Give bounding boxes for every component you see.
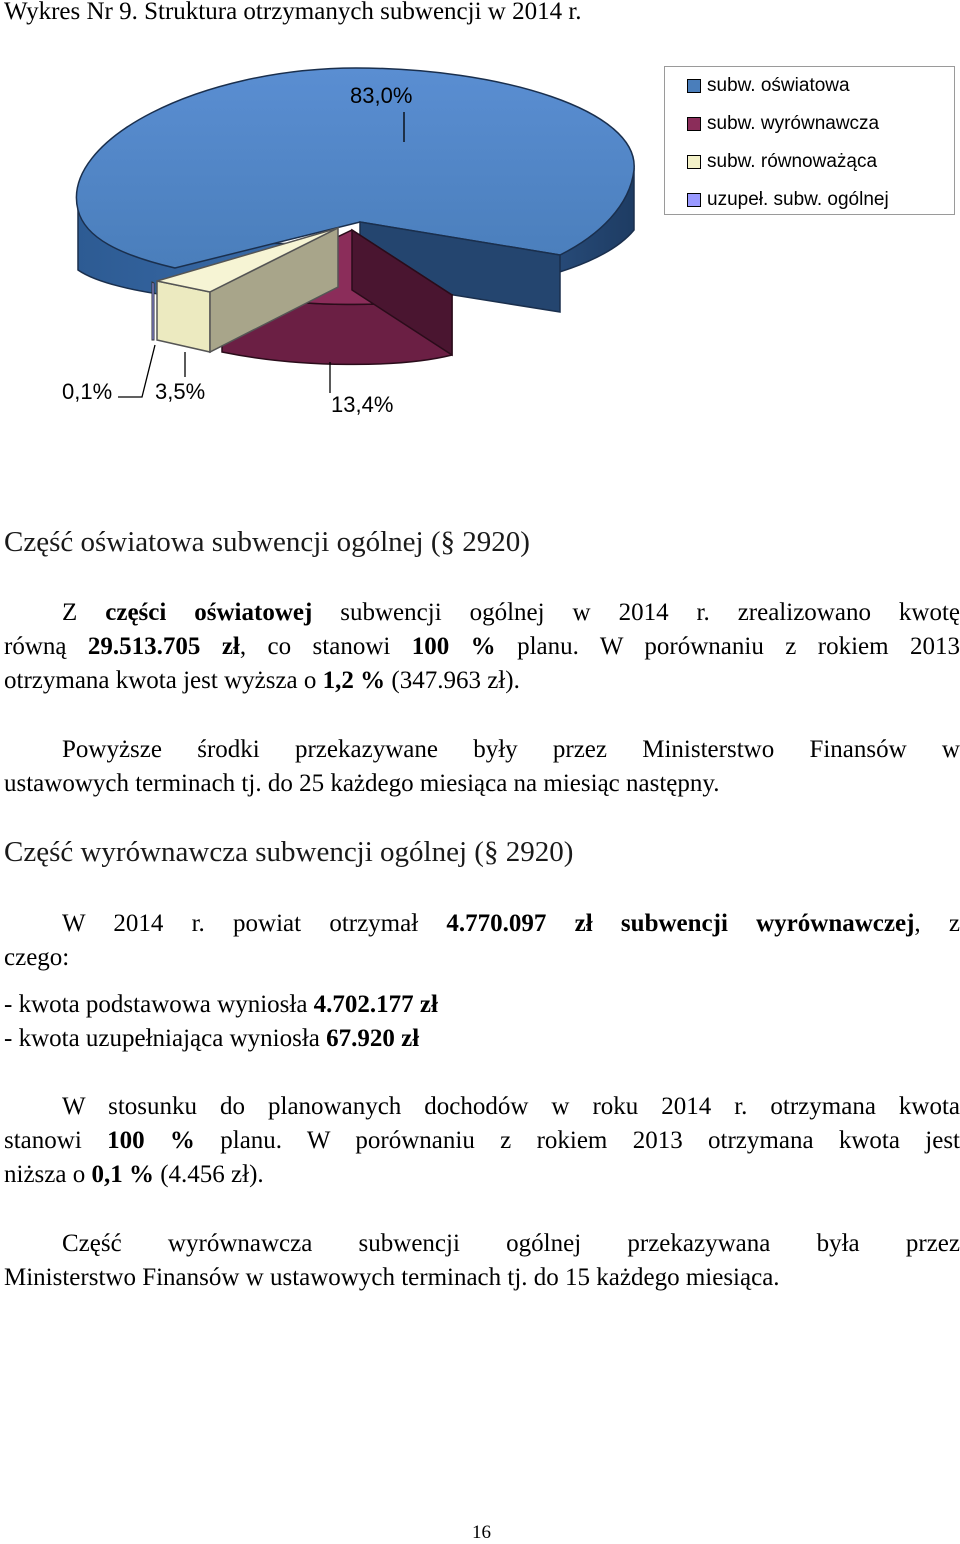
legend-item-wyrownawcza	[687, 113, 879, 135]
text-line	[4, 630, 960, 664]
text-run-bold: 67.920 zł	[326, 1025, 420, 1052]
pie-slice-uzupelniajaca	[152, 282, 154, 340]
text-line: czego:	[4, 944, 70, 971]
text-run: stanowi	[4, 1127, 108, 1154]
paragraph-wyrownawcza-amount	[4, 907, 960, 975]
text-run-bold: 29.513.705 zł	[87, 633, 240, 660]
section-heading-oswiatowa: Część oświatowa subwencji ogólnej (§ 2920)	[4, 526, 530, 558]
legend-swatch-wyrownawcza	[687, 117, 701, 131]
list-item	[4, 988, 960, 1022]
text-line	[4, 664, 960, 698]
text-line: Powyższe środki przekazywane były przez Ministerstwo Finansów w	[62, 736, 960, 763]
text-run-bold: części oświatowej	[105, 599, 313, 626]
text-run-bold: 0,1 %	[91, 1161, 154, 1188]
paragraph-wyrownawcza-transfer	[4, 1227, 960, 1295]
data-label-uzupelniajaca: 0,1%	[62, 379, 113, 404]
text-run: równą	[4, 633, 88, 660]
text-line: Ministerstwo Finansów w ustawowych terminach tj. do 15 każdego miesiąca.	[4, 1264, 780, 1291]
text-line	[4, 596, 960, 630]
legend-item-oswiatowa	[687, 75, 850, 97]
text-line	[4, 907, 960, 941]
list-item	[4, 1022, 960, 1056]
figure-caption: Wykres Nr 9. Struktura otrzymanych subwencji w 2014 r.	[4, 0, 582, 25]
legend-label-oswiatowa: subw. oświatowa	[707, 75, 850, 96]
text-run: , co stanowi	[239, 633, 412, 660]
text-run: W 2014 r. powiat otrzymał	[62, 910, 447, 937]
text-run-bold: 4.702.177 zł	[313, 991, 438, 1018]
text-line	[4, 1158, 960, 1192]
legend-item-rownowazaca	[687, 151, 877, 173]
text-run: planu. W porównaniu z rokiem 2013 otrzymana kwota jest	[194, 1127, 960, 1154]
paragraph-wyrownawcza-plan	[4, 1090, 960, 1192]
text-run-bold: 100 %	[107, 1127, 195, 1154]
text-run: subwencji ogólnej w 2014 r. zrealizowano kwotę	[312, 599, 960, 626]
text-line: ustawowych terminach tj. do 25 każdego miesiąca na miesiąc następny.	[4, 770, 720, 797]
legend-swatch-uzupelniajaca	[687, 193, 701, 207]
text-run: planu. W porównaniu z rokiem 2013	[495, 633, 960, 660]
paragraph-oswiatowa-amount	[4, 596, 960, 698]
text-run: (347.963 zł).	[385, 667, 520, 694]
legend-label-rownowazaca: subw. równoważąca	[707, 151, 878, 172]
legend-item-uzupelniajaca	[687, 189, 889, 211]
legend-label-wyrownawcza: subw. wyrównawcza	[707, 113, 880, 134]
text-run-bold: 1,2 %	[322, 667, 386, 694]
text-run-bold: 100 %	[411, 633, 496, 660]
page-number: 16	[472, 1522, 491, 1543]
text-line: W stosunku do planowanych dochodów w roku 2014 r. otrzymana kwota	[62, 1093, 960, 1120]
text-run: otrzymana kwota jest wyższa o	[4, 667, 323, 694]
data-label-wyrownawcza: 13,4%	[331, 392, 394, 417]
data-label-rownowazaca: 3,5%	[155, 379, 206, 404]
legend-label-uzupelniajaca: uzupeł. subw. ogólnej	[707, 189, 889, 210]
legend-swatch-rownowazaca	[687, 155, 701, 169]
text-run: (4.456 zł).	[153, 1161, 264, 1188]
paragraph-oswiatowa-transfer	[4, 733, 960, 801]
data-label-oswiatowa: 83,0%	[350, 83, 413, 108]
list-wyrownawcza-components	[4, 988, 960, 1056]
legend-swatch-oswiatowa	[687, 79, 701, 93]
text-run: - kwota uzupełniająca wyniosła	[4, 1025, 327, 1052]
leader-line-uzupelniajaca	[118, 345, 155, 397]
text-line: Część wyrównawcza subwencji ogólnej przekazywana była przez	[62, 1230, 960, 1257]
section-heading-wyrownawcza: Część wyrównawcza subwencji ogólnej (§ 2920)	[4, 836, 574, 868]
text-run-bold: 4.770.097 zł subwencji wyrównawczej	[446, 910, 915, 937]
text-run: niższa o	[4, 1161, 92, 1188]
chart-legend	[664, 66, 955, 215]
text-run: , z	[914, 910, 960, 937]
text-run: - kwota podstawowa wyniosła	[4, 991, 314, 1018]
text-line	[4, 1124, 960, 1158]
text-run: Z	[62, 599, 106, 626]
